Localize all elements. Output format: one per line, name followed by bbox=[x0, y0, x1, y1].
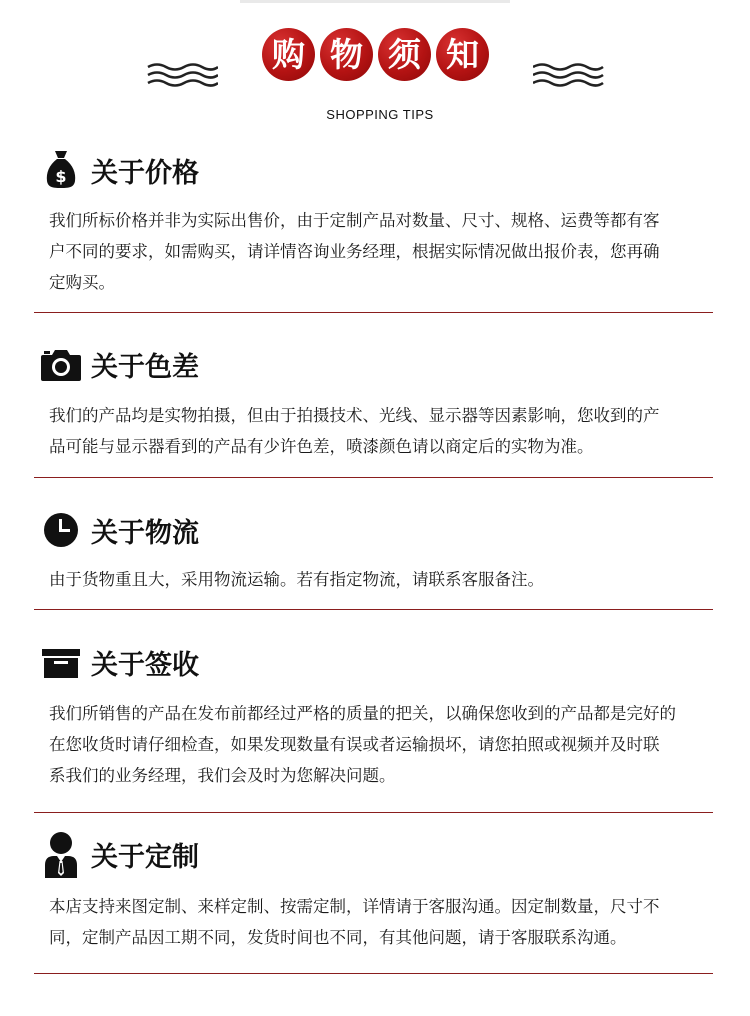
section-body: 我们的产品均是实物拍摄，但由于拍摄技术、光线、显示器等因素影响，您收到的产 品可能与显示器看到的产品有少许色差，喷漆颜色请以商定后的实物为准。 bbox=[49, 406, 660, 456]
section-title: 关于物流 bbox=[91, 518, 199, 549]
clock-icon bbox=[40, 509, 82, 551]
person-tie-icon bbox=[40, 830, 82, 880]
title-char: 物 bbox=[320, 28, 373, 81]
money-bag-icon bbox=[40, 148, 82, 190]
section-divider bbox=[34, 812, 713, 813]
page-title bbox=[262, 28, 489, 81]
section-body: 我们所销售的产品在发布前都经过严格的质量的把关，以确保您收到的产品都是完好的 在您收货时请仔细检查，如果发现数量有误或者运输损坏，请您拍照或视频并及时联 系我们的业务经理，我们会及时为您解决问题。 bbox=[49, 704, 676, 785]
section-body: 由于货物重且大，采用物流运输。若有指定物流，请联系客服备注。 bbox=[49, 570, 544, 589]
title-char: 知 bbox=[436, 28, 489, 81]
section-body: 我们所标价格并非为实际出售价，由于定制产品对数量、尺寸、规格、运费等都有客 户不同的要求，如需购买，请详情咨询业务经理，根据实际情况做出报价表，您再确 定购买。 bbox=[49, 211, 660, 292]
svg-text:$: $ bbox=[55, 167, 67, 186]
title-char: 须 bbox=[378, 28, 431, 81]
section-divider bbox=[34, 312, 713, 313]
camera-icon bbox=[40, 344, 82, 386]
section-divider bbox=[34, 477, 713, 478]
section-divider bbox=[34, 609, 713, 610]
section-title: 关于定制 bbox=[91, 842, 199, 873]
wave-decoration-right bbox=[533, 62, 605, 88]
section-title: 关于色差 bbox=[91, 352, 199, 383]
page-subtitle: SHOPPING TIPS bbox=[326, 107, 434, 122]
section-body: 本店支持来图定制、来样定制、按需定制，详情请于客服沟通。因定制数量，尺寸不 同，定制产品因工期不同，发货时间也不同，有其他问题，请于客服联系沟通。 bbox=[49, 897, 660, 947]
box-icon bbox=[40, 642, 82, 684]
section-title: 关于价格 bbox=[91, 158, 199, 189]
section-title: 关于签收 bbox=[91, 650, 199, 681]
section-divider bbox=[34, 973, 713, 974]
page-header bbox=[0, 0, 750, 130]
wave-decoration-left bbox=[146, 62, 218, 88]
title-char: 购 bbox=[262, 28, 315, 81]
